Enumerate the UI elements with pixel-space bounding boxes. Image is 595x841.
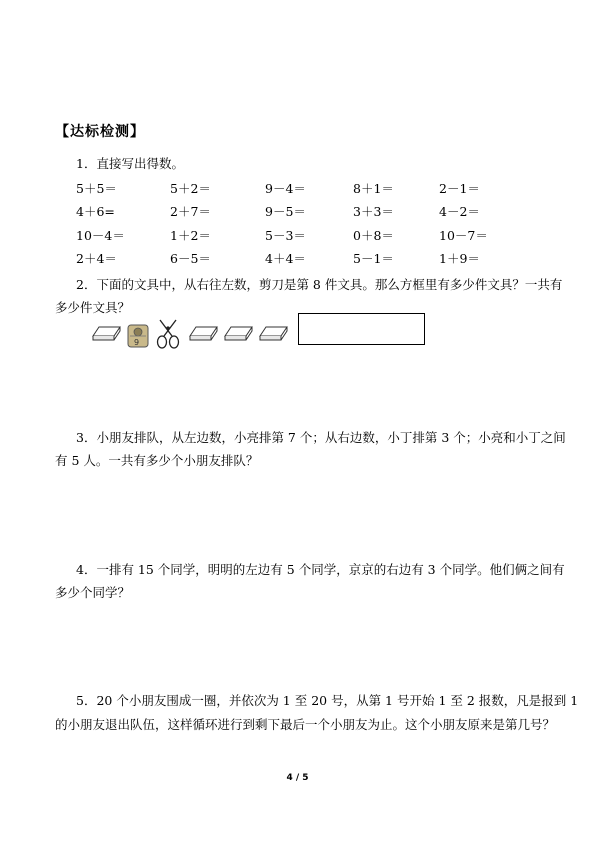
arithmetic-item: 6－5＝ (170, 251, 211, 267)
arithmetic-item: 3＋3＝ (353, 204, 394, 220)
arithmetic-item: 2－1＝ (439, 180, 480, 196)
arithmetic-item: 9－5＝ (265, 204, 306, 220)
question-2-line-1: 2．下面的文具中，从右往左数，剪刀是第 8 件文具。那么方框里有多少件文具？一共有 (76, 277, 563, 292)
arithmetic-item: 2＋7＝ (170, 204, 211, 220)
eraser-icon (190, 327, 217, 340)
arithmetic-row (76, 176, 516, 200)
question-1-prompt: 1．直接写出得数。 (76, 156, 184, 171)
arithmetic-item: 5＋2＝ (170, 180, 211, 196)
sharpener-digit: 9 (134, 338, 140, 347)
stationery-row (90, 314, 290, 354)
question-2-line-2: 多少件文具？ (55, 300, 131, 315)
question-3-line-2: 有 5 人。一共有多少个小朋友排队？ (55, 453, 259, 468)
scissors-icon (158, 320, 179, 348)
sharpener-icon (128, 325, 148, 347)
arithmetic-item: 2＋4＝ (76, 251, 117, 267)
arithmetic-item: 4－2＝ (439, 204, 480, 220)
arithmetic-item: 8＋1＝ (353, 180, 394, 196)
question-3-line-1: 3．小朋友排队，从左边数，小亮排第 7 个；从右边数，小丁排第 3 个；小亮和小丁之间 (76, 430, 566, 445)
arithmetic-item: 10－7＝ (439, 227, 488, 243)
arithmetic-item: 0＋8＝ (353, 227, 394, 243)
question-4-line-1: 4．一排有 15 个同学，明明的左边有 5 个同学，京京的右边有 3 个同学。他们俩之间有 (76, 562, 565, 577)
arithmetic-item: 10－4＝ (76, 227, 125, 243)
arithmetic-item: 4＋6= (76, 204, 115, 220)
eraser-icon (225, 327, 252, 340)
page-number: 4 / 5 (286, 773, 309, 783)
question-5-line-2: 的小朋友退出队伍，这样循环进行到剩下最后一个小朋友为止。这个小朋友原来是第几号？ (55, 717, 556, 732)
arithmetic-item: 9－4＝ (265, 180, 306, 196)
arithmetic-item: 1＋9＝ (439, 251, 480, 267)
arithmetic-item: 5＋5＝ (76, 180, 117, 196)
arithmetic-grid (76, 176, 516, 270)
arithmetic-item: 4＋4＝ (265, 251, 306, 267)
eraser-icon (93, 327, 120, 340)
arithmetic-item: 5－3＝ (265, 227, 306, 243)
eraser-icon (260, 327, 287, 340)
arithmetic-row (76, 200, 516, 224)
arithmetic-row (76, 247, 516, 271)
arithmetic-item: 1＋2＝ (170, 227, 211, 243)
arithmetic-item: 5－1＝ (353, 251, 394, 267)
question-5-line-1: 5．20 个小朋友围成一圈，并依次为 1 至 20 号，从第 1 号开始 1 至 2 报数，凡是报到 1 (76, 693, 579, 708)
section-title: 【达标检测】 (55, 124, 145, 140)
answer-box (298, 313, 425, 345)
arithmetic-row (76, 223, 516, 247)
question-4-line-2: 多少个同学？ (55, 585, 131, 600)
